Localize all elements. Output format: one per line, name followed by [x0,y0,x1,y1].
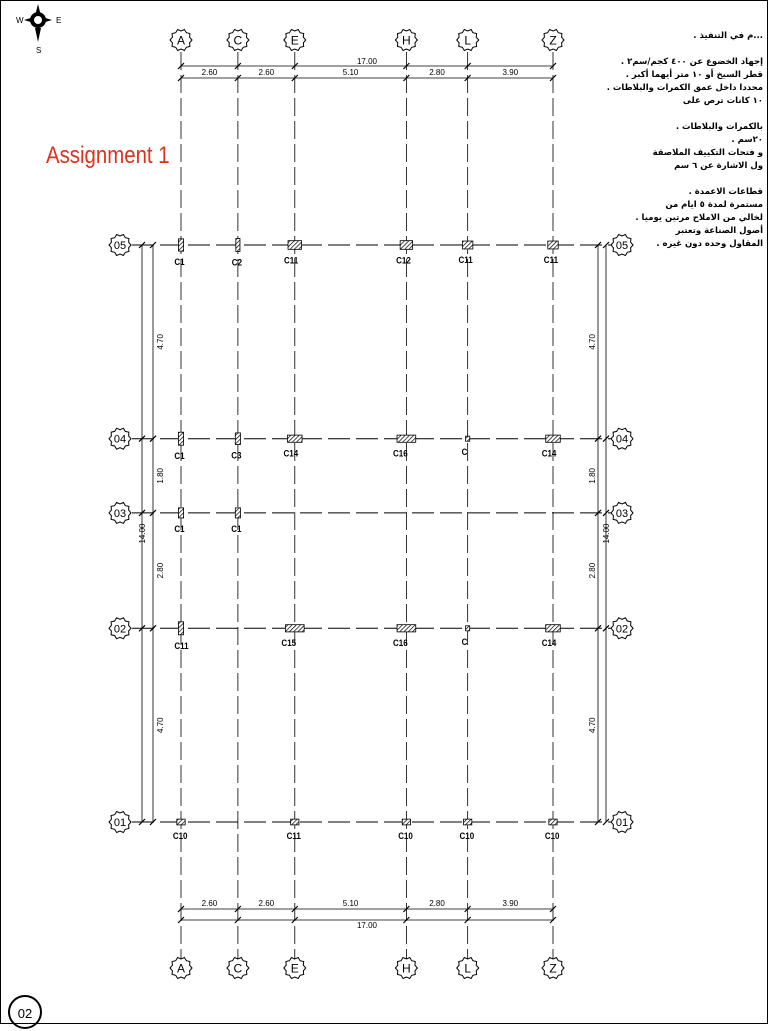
column-section [397,435,416,442]
column-label: C1 [174,256,185,268]
grid-label-01: 01 [113,817,127,829]
column-label: C15 [281,637,297,649]
column-label: C11 [458,254,473,266]
grid-label-C: C [233,33,243,48]
column-label: C12 [396,254,411,266]
dim-label: 2.60 [201,899,218,908]
column-section [178,508,183,518]
note-line: قطر السيخ أو ١٠ متر أيهما أكبر . [625,70,763,80]
column-section [397,625,416,632]
grid-bubble-01-right [611,812,633,833]
grid-bubble-01-left [109,812,131,833]
north-arrow [14,2,64,67]
grid-label-05: 05 [113,240,127,252]
grid-label-01: 01 [615,817,629,829]
grid-bubble-05-right [611,235,633,256]
note-line: ٢٠سم . [731,135,763,145]
dim-label: 1.80 [156,468,165,484]
dim-label: 4.70 [156,717,165,733]
compass-south-label: S [36,46,42,55]
dim-label: 2.80 [429,899,445,908]
grid-bubble-C-top [227,30,249,51]
grid-label-H: H [402,33,411,48]
dim-label: 2.80 [588,562,597,579]
note-line: قطاعات الاعمدة . [688,187,763,197]
column-label: C10 [544,830,560,842]
grid-bubble-Z-bottom [542,958,564,979]
column-label: C11 [284,254,299,266]
grid-label-L: L [464,961,472,976]
column-C05 [232,239,242,268]
grid-bubble-04-left [109,428,131,449]
column-label: C10 [172,830,188,842]
dim-label: 4.70 [156,334,165,350]
column-label: C2 [231,256,243,268]
column-section [235,433,240,445]
column-A05 [174,239,184,267]
dim-label: 5.10 [342,899,359,908]
grid-bubble-03-right [611,502,633,523]
dim-label: 3.90 [502,68,519,77]
column-label: C16 [393,637,408,649]
grid-label-03: 03 [113,507,127,520]
note-line: ١٠ كانات ترص على [682,96,763,106]
grid-label-A: A [176,961,186,976]
column-label: C14 [541,447,557,459]
grid-label-L: L [464,33,472,48]
column-label: C11 [174,640,189,651]
column-section [466,626,470,631]
grid-bubble-A-top [170,30,192,51]
dim-label: 2.60 [258,68,275,77]
column-label: C16 [393,447,408,459]
grid-bubble-Z-top [542,30,564,51]
grid-bubble-02-right [611,618,633,639]
column-section [178,239,183,251]
column-section [549,819,557,825]
dim-label: 3.90 [502,899,519,908]
note-line: ...م في التنفيذ . [693,31,763,41]
grid-label-04: 04 [113,433,127,446]
grid-label-Z: Z [549,33,557,48]
dim-total-label: 17.00 [356,921,378,930]
grid-bubble-H-top [395,30,417,51]
note-line [638,108,763,121]
column-section [288,241,302,250]
dim-label: 5.10 [342,68,359,77]
dim-label: 2.60 [258,899,275,908]
column-A02 [174,622,188,651]
column-section [236,239,240,252]
column-section [466,436,470,441]
grid-label-03: 03 [615,507,629,520]
grid-lines [132,52,612,960]
grid-label-Z: Z [549,961,557,976]
column-section [464,819,472,825]
note-line: مستمرة لمدة ٥ ايام من [665,200,763,210]
column-Z01 [545,819,560,841]
column-label: C11 [543,254,559,266]
grid-label-05: 05 [615,240,629,252]
column-label: C10 [459,830,475,842]
column-C04 [231,433,241,461]
note-line: لخالي من الاملاح مرتين يوميا . [635,213,763,223]
note-line: و فتحات التكييف الملاصقة [652,148,763,158]
grid-bubble-L-top [457,30,479,51]
note-line [638,43,763,56]
column-label: C [461,636,468,647]
grid-label-A: A [176,33,186,48]
column-section [285,625,304,632]
dim-label: 2.80 [429,68,445,77]
column-section [178,432,183,445]
column-label: C [461,446,468,458]
note-line [638,173,763,186]
dim-label: 2.60 [201,68,218,77]
column-label: C1 [231,523,242,535]
dim-total-label: 14.00 [602,523,611,544]
column-section [291,819,299,825]
column-L02 [462,626,470,647]
column-L04 [462,436,470,457]
column-section [548,241,558,249]
grid-label-E: E [290,33,299,48]
note-line: بالكمرات والبلاطات . [675,122,763,132]
column-section [178,622,183,635]
column-label: C10 [398,830,413,842]
dim-label: 2.80 [156,562,165,579]
compass-east-label: E [56,16,62,25]
grid-bubble-L-bottom [457,958,479,979]
column-section [400,241,412,250]
grid-label-E: E [290,961,299,976]
grid-label-H: H [402,961,411,976]
column-label: C1 [174,523,185,535]
column-label: C11 [286,830,301,842]
column-section [462,241,472,249]
dim-total-label: 14.00 [138,523,147,544]
column-section [546,625,561,632]
column-section [546,435,561,442]
note-line: إجهاد الخضوع عن ٤٠٠ كجم/سم٢ . [620,57,763,67]
column-section [235,508,240,518]
grid-bubble-A-bottom [170,958,192,979]
column-C03 [231,508,241,534]
columns [173,239,560,842]
dim-label: 4.70 [588,334,597,350]
grid-bubble-E-top [284,30,306,51]
grid-bubble-03-left [109,502,131,523]
dim-total-label: 17.00 [356,57,378,66]
column-label: C1 [174,450,185,462]
grid-label-04: 04 [615,433,629,446]
grid-label-02: 02 [113,623,127,636]
note-line: أصول الصناعة وتعتبر [675,226,763,236]
column-label: C14 [541,637,557,649]
grid-bubble-H-bottom [395,958,417,979]
column-section [288,435,303,442]
page-title: Assignment 1 [46,142,170,169]
grid-bubble-C-bottom [227,958,249,979]
column-section [402,819,410,825]
column-label: C3 [231,449,242,461]
column-section [177,819,185,825]
column-A03 [174,508,184,534]
grid-bubble-04-right [611,428,633,449]
grid-bubble-05-left [109,235,131,256]
grid-label-C: C [233,961,243,976]
column-H05 [396,241,412,266]
dim-label: 1.80 [588,468,597,484]
note-line: محددا داخل عمق الكمرات والبلاطات . [606,83,763,93]
dim-label: 4.70 [588,717,597,733]
grid-bubble-E-bottom [284,958,306,979]
grid-label-02: 02 [615,623,629,636]
grid-bubble-02-left [109,618,131,639]
column-label: C14 [283,447,299,459]
dimension-lines [138,57,611,930]
column-E05 [284,241,302,266]
note-line: ول الاشارة عن ٦ سم [674,161,763,171]
sheet-number: 02 [8,995,42,1029]
column-A04 [174,432,184,461]
note-line: المقاول وحده دون غيره . [656,239,763,249]
compass-west-label: W [16,16,24,25]
